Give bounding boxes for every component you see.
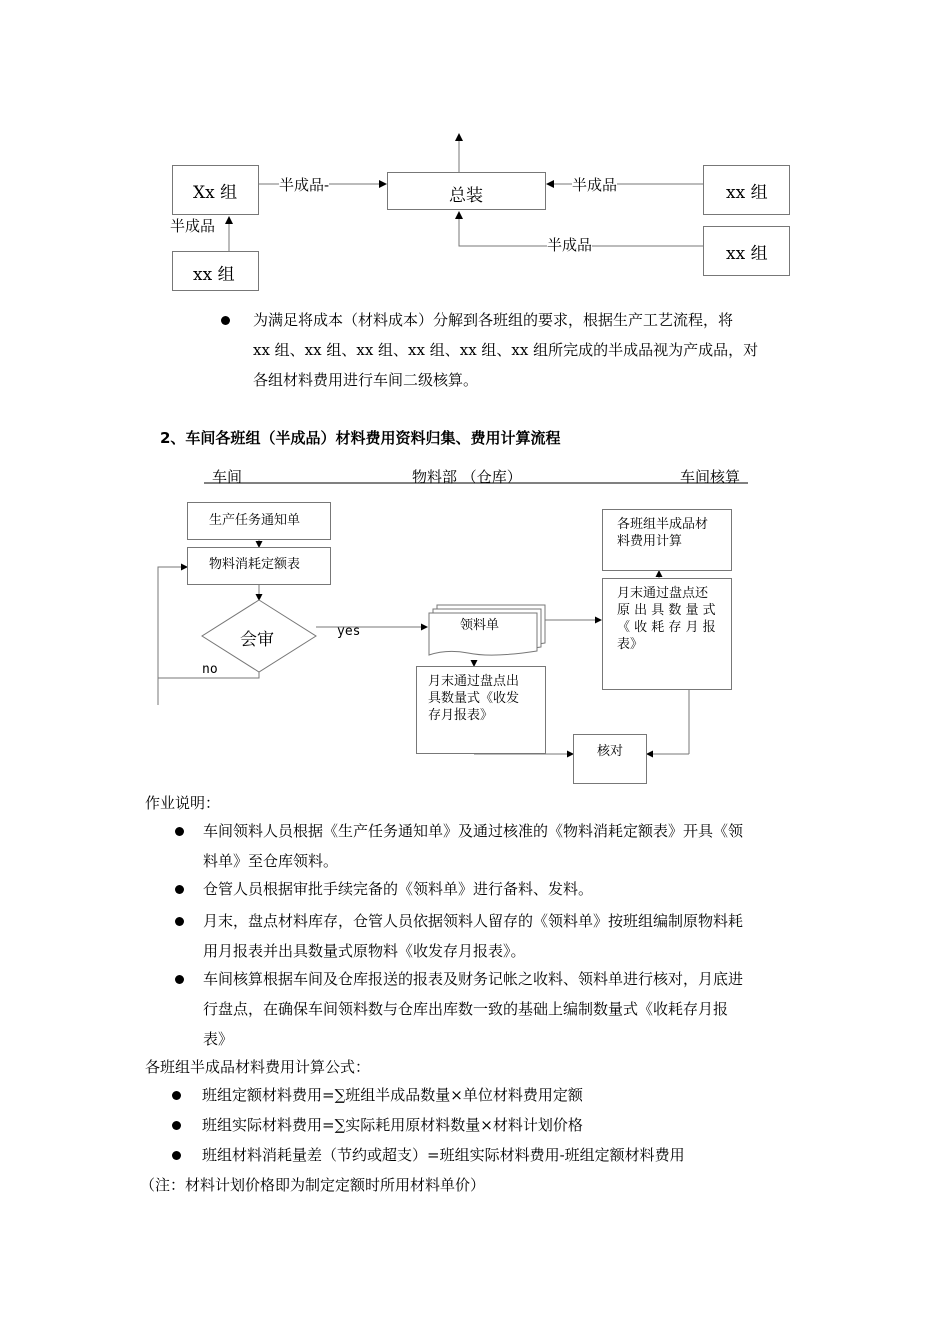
ops-b1-line-2: 料单》至仓库领料。 — [203, 852, 339, 870]
monthly-report-line-2: 原 出 具 数 量 式 — [617, 603, 716, 618]
formulas-note: （注：材料计划价格即为制定定额时所用材料单价） — [140, 1176, 486, 1194]
monthly-report-line-3: 《 收 耗 存 月 报 — [617, 620, 716, 635]
box-task-notice-label: 生产任务通知单 — [209, 513, 301, 528]
pick-list-label: 领料单 — [460, 618, 500, 633]
warehouse-report-line-1: 月末通过盘点出 — [428, 674, 520, 689]
ops-b1-line-1: 车间领料人员根据《生产任务通知单》及通过核准的《物料消耗定额表》开具《领 — [203, 822, 744, 840]
box-warehouse-report — [416, 666, 546, 754]
box-final-assembly-label: 总装 — [449, 186, 483, 206]
box-warehouse-report-text — [428, 673, 519, 724]
column-workshop: 车间 — [212, 468, 243, 486]
box-task-notice — [187, 502, 331, 540]
ops-b3-line-2: 用月报表并出具数量式原物料《收发存月报表》。 — [203, 942, 526, 960]
intro-line-1: 为满足将成本（材料成本）分解到各班组的要求，根据生产工艺流程，将 — [253, 311, 734, 329]
ops-bullet-3 — [203, 906, 743, 966]
box-quota-table — [187, 547, 331, 585]
box-cost-calculation-text — [617, 516, 708, 550]
bullet-dot — [172, 1091, 181, 1100]
ops-bullet-4 — [203, 964, 743, 1054]
box-xx-group-bottom-label: xx 组 — [193, 265, 235, 285]
intro-line-3: 各组材料费用进行车间二级核算。 — [253, 371, 479, 389]
ops-bullet-2 — [203, 874, 593, 904]
column-warehouse: 物料部 （仓库） — [412, 468, 522, 486]
bullet-dot — [172, 1151, 181, 1160]
cost-calc-line-1: 各班组半成品材 — [617, 517, 709, 532]
box-cost-calculation — [602, 509, 732, 571]
edge-label-right-bottom: 半成品 — [547, 236, 593, 254]
ops-title: 作业说明： — [145, 794, 221, 812]
edge-label-left: 半成品- — [279, 176, 330, 194]
box-xx-group-right-bottom-label: xx 组 — [726, 244, 768, 264]
formulas-title: 各班组半成品材料费用计算公式： — [145, 1058, 371, 1076]
box-xx-group-right-top-label: xx 组 — [726, 183, 768, 203]
ops-b2-line-1: 仓管人员根据审批手续完备的《领料单》进行备料、发料。 — [203, 880, 594, 898]
box-monthly-report — [602, 578, 732, 690]
monthly-report-line-4: 表》 — [617, 637, 644, 652]
ops-b3-line-1: 月末，盘点材料库存，仓管人员依据领料人留存的《领料单》按班组编制原物料耗 — [203, 912, 744, 930]
formula-3: 班组材料消耗量差（节约或超支）=班组实际材料费用-班组定额材料费用 — [202, 1146, 685, 1164]
ops-b4-line-3: 表》 — [203, 1030, 234, 1048]
box-monthly-report-text — [617, 585, 716, 653]
column-accounting: 车间核算 — [680, 468, 741, 486]
box-verify — [573, 734, 647, 784]
box-xx-group-left-label: Xx 组 — [193, 183, 238, 203]
box-verify-label: 核对 — [597, 744, 624, 759]
bullet-dot — [175, 917, 184, 926]
warehouse-report-line-3: 存月报表》 — [428, 708, 494, 723]
formula-1: 班组定额材料费用=∑班组半成品数量×单位材料费用定额 — [202, 1086, 583, 1104]
box-quota-table-label: 物料消耗定额表 — [209, 557, 301, 572]
section-2-title: 2、车间各班组（半成品）材料费用资料归集、费用计算流程 — [160, 429, 561, 447]
bullet-dot — [175, 885, 184, 894]
ops-b4-line-2: 行盘点，在确保车间领料数与仓库出库数一致的基础上编制数量式《收耗存月报 — [203, 1000, 729, 1018]
monthly-report-line-1: 月末通过盘点还 — [617, 586, 709, 601]
ops-bullet-1 — [203, 816, 743, 876]
cost-calc-line-2: 料费用计算 — [617, 534, 683, 549]
ops-b4-line-1: 车间核算根据车间及仓库报送的报表及财务记帐之收料、领料单进行核对，月底进 — [203, 970, 744, 988]
bullet-dot — [175, 975, 184, 984]
edge-no-label: no — [202, 662, 218, 677]
intro-line-2: xx 组、xx 组、xx 组、xx 组、xx 组、xx 组所完成的半成品视为产成品，对 — [253, 341, 759, 359]
formula-2: 班组实际材料费用=∑实际耗用原材料数量×材料计划价格 — [202, 1116, 583, 1134]
edge-yes-label: yes — [337, 624, 361, 639]
bullet-dot — [172, 1121, 181, 1130]
edge-label-right-top: 半成品 — [572, 176, 618, 194]
warehouse-report-line-2: 具数量式《收发 — [428, 691, 520, 706]
edge-label-left-up: 半成品 — [170, 217, 216, 235]
bullet-dot — [175, 827, 184, 836]
review-decision-label: 会审 — [240, 630, 274, 650]
